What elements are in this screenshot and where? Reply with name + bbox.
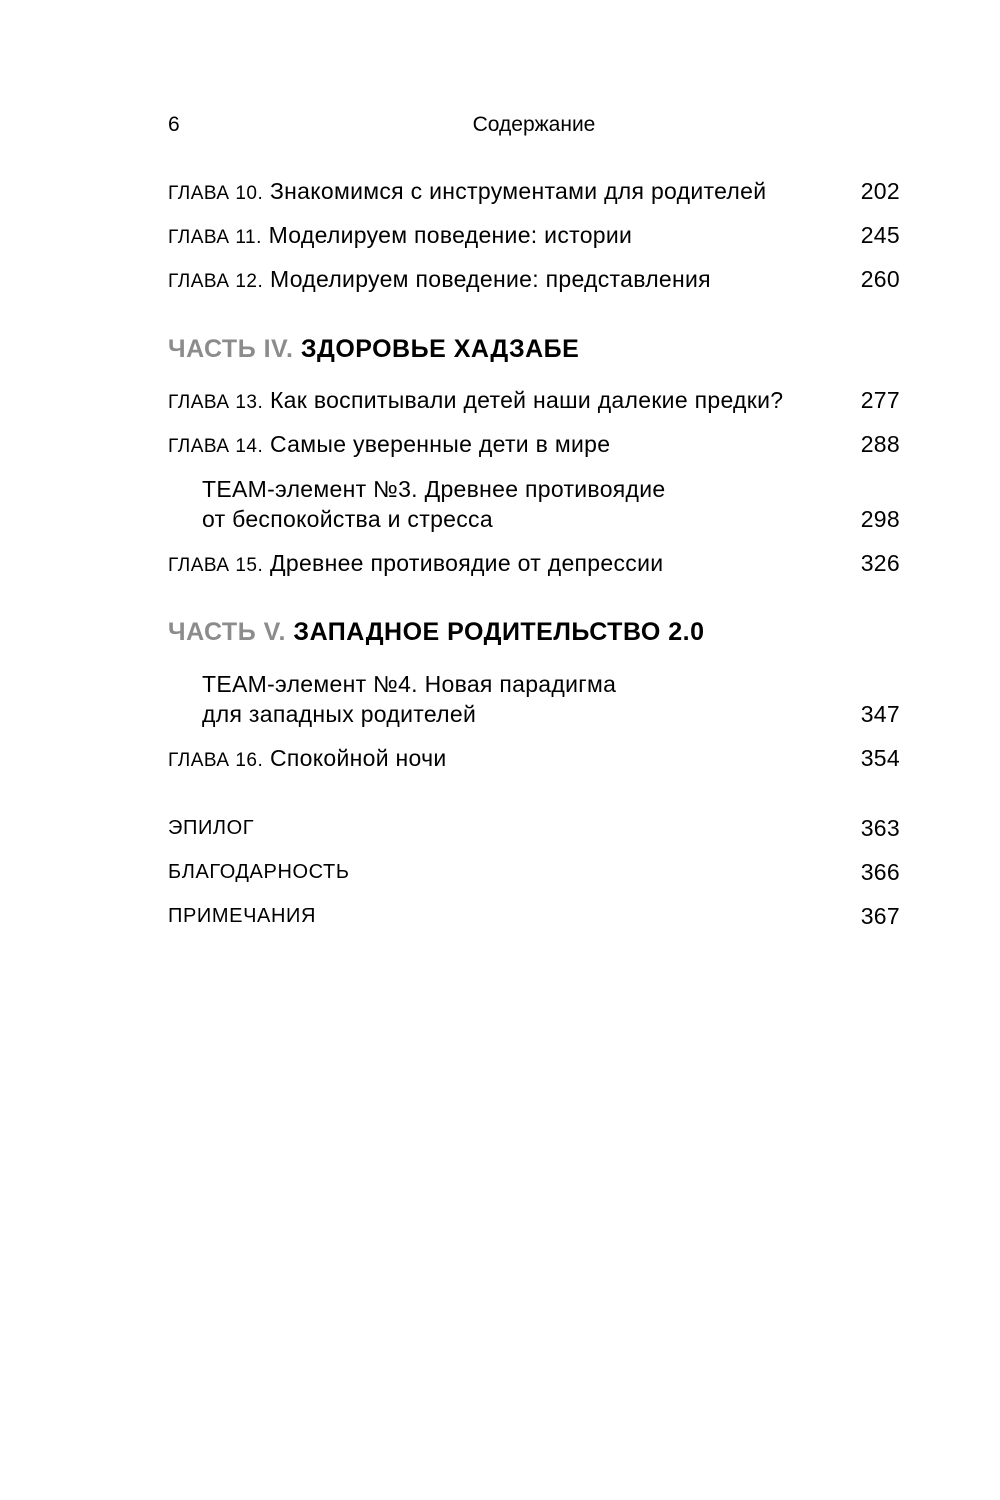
page-ref: 347 — [860, 701, 900, 727]
part-number: ЧАСТЬ V. — [168, 618, 286, 646]
back-matter-title: БЛАГОДАРНОСТЬ — [168, 861, 350, 883]
chapter-title: Как воспитывали детей наши далекие предки? — [269, 387, 784, 413]
toc-part-5-heading — [168, 616, 900, 648]
toc-entry-team-element-3 — [168, 474, 900, 534]
back-matter-title: ПРИМЕЧАНИЯ — [168, 905, 317, 927]
page-ref: 277 — [860, 387, 900, 413]
subentry-line-1: TEAM-элемент №4. Новая парадигма — [202, 671, 617, 697]
page-number: 6 — [168, 113, 180, 136]
chapter-number: ГЛАВА 11. — [168, 227, 262, 248]
page-ref: 367 — [860, 903, 900, 929]
chapter-title: Самые уверенные дети в мире — [269, 431, 611, 457]
page-ref: 298 — [860, 506, 900, 532]
part-number: ЧАСТЬ IV. — [168, 335, 294, 363]
page-ref: 202 — [860, 178, 900, 204]
chapter-title: Моделируем поведение: истории — [268, 222, 633, 248]
chapter-number: ГЛАВА 10. — [168, 183, 264, 204]
subentry-line-2: для западных родителей — [202, 701, 477, 727]
running-title: Содержание — [472, 113, 596, 136]
page-ref: 288 — [860, 431, 900, 457]
chapter-number: ГЛАВА 14. — [168, 436, 264, 457]
subentry-line-2: от беспокойства и стресса — [202, 506, 493, 532]
page-ref: 245 — [860, 222, 900, 248]
page-ref: 363 — [860, 815, 900, 841]
subentry-line-1: TEAM-элемент №3. Древнее противоядие — [202, 476, 666, 502]
page-ref: 366 — [860, 859, 900, 885]
toc-part-4-heading — [168, 333, 900, 365]
chapter-title: Спокойной ночи — [269, 745, 447, 771]
chapter-number: ГЛАВА 12. — [168, 271, 264, 292]
chapter-number: ГЛАВА 15. — [168, 555, 264, 576]
chapter-title: Моделируем поведение: представления — [269, 266, 711, 292]
running-head — [168, 110, 900, 140]
page-ref: 260 — [860, 266, 900, 292]
page-ref: 354 — [860, 745, 900, 771]
chapter-title: Знакомимся с инструментами для родителей — [269, 178, 767, 204]
chapter-number: ГЛАВА 16. — [168, 750, 264, 771]
part-title: ЗДОРОВЬЕ ХАДЗАБЕ — [300, 335, 580, 363]
toc-entry-team-element-4 — [168, 669, 900, 729]
back-matter-title: ЭПИЛОГ — [168, 817, 255, 839]
chapter-title: Древнее противоядие от депрессии — [269, 550, 664, 576]
page-ref: 326 — [860, 550, 900, 576]
part-title: ЗАПАДНОЕ РОДИТЕЛЬСТВО 2.0 — [293, 618, 705, 646]
chapter-number: ГЛАВА 13. — [168, 392, 264, 413]
